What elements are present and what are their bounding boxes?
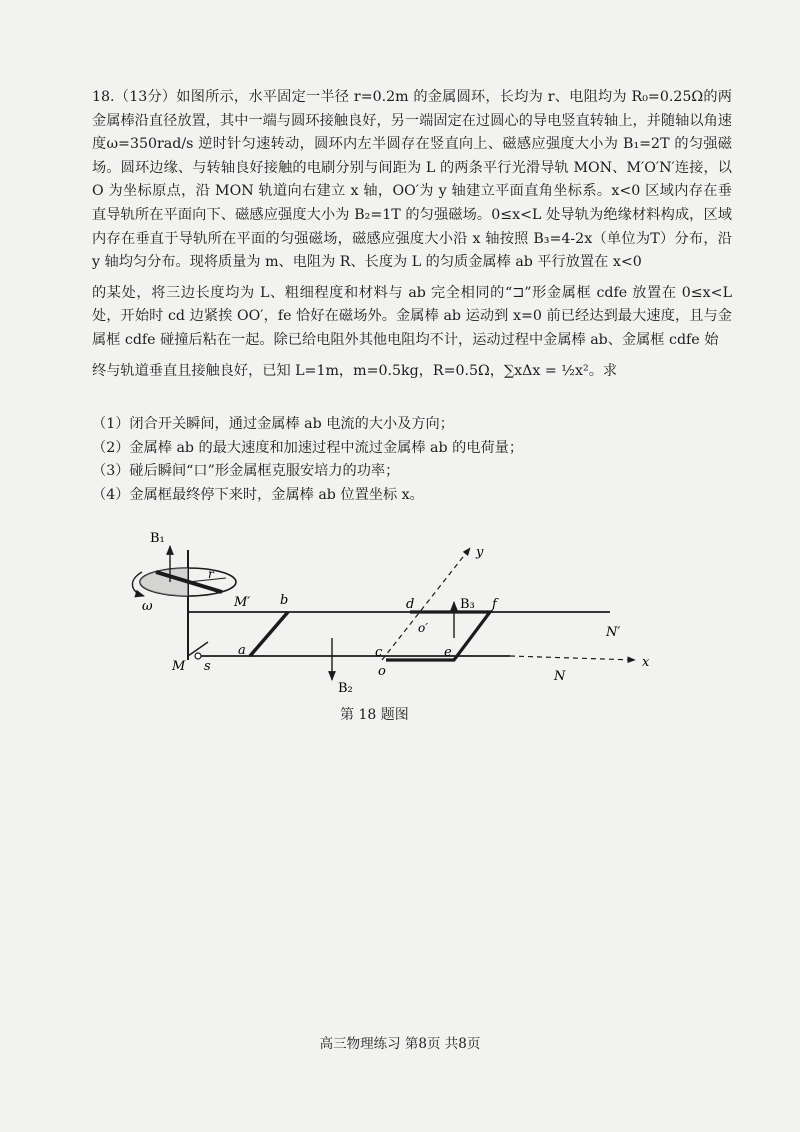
problem-paragraph-3: 终与轨道垂直且接触良好，已知 L=1m，m=0.5kg，R=0.5Ω，∑xΔx = ½x²。求: [92, 362, 618, 379]
label-n: N: [554, 669, 566, 684]
question-3: （3）碰后瞬间“口”形金属框克服安培力的功率；: [92, 463, 400, 479]
label-b3: B₃: [460, 597, 475, 612]
label-b: b: [280, 593, 289, 608]
radius-line: [188, 578, 226, 582]
label-r: r: [208, 567, 214, 581]
label-y: y: [476, 545, 484, 560]
label-c: c: [375, 645, 383, 660]
label-n-prime: N′: [606, 625, 621, 640]
label-a: a: [238, 643, 246, 658]
label-omega: ω: [142, 599, 153, 614]
label-m: M: [172, 659, 186, 674]
problem-paragraph-1: 18.（13分）如图所示，水平固定一半径 r=0.2m 的金属圆环，长均为 r、电阻均为 R₀=0.25Ω的两金属棒沿直径放置，其中一端与圆环接触良好，另一端固定在过圆心的导电竖直转轴上，并随轴以角速度ω=350rad/s 逆时针匀速转动，圆环内左半圆存在竖直向上、磁感应强度大小为 B₁=2T 的匀强磁场。圆环边缘、与转轴良好接触的电刷分别与间距为 L 的两条平行光滑导轨 MON、M′O′N′连接，以 O 为坐标原点，沿 MON 轨道向右建立 x 轴，OO′为 y 轴建立平面直角坐标系。x<0 区域内存在垂直导轨所在平面向下、磁感应强度大小为 B₂=1T 的匀强磁场。0≤x<L 处导轨为绝缘材料构成，区域内存在垂直于导轨所在平面的匀强磁场，磁感应强度大小沿 x 轴按照 B₃=4-2x（单位为T）分布，沿 y 轴均匀分布。现将质量为 m、电阻为 R、长度为 L 的匀质金属棒 ab 平行放置在 x<0: [92, 89, 732, 271]
label-x: x: [642, 655, 650, 670]
label-d: d: [406, 597, 415, 612]
problem-text: [92, 86, 732, 390]
y-axis: [382, 548, 470, 660]
ring-left-half: [140, 568, 188, 596]
figure-caption: 第 18 题图: [340, 707, 409, 723]
label-f: f: [492, 597, 497, 612]
metal-rod-ab: [250, 612, 288, 656]
label-m-prime: M′: [234, 595, 251, 610]
switch-contact: [195, 653, 201, 659]
question-list: [92, 413, 732, 507]
x-axis: [510, 656, 635, 660]
question-1: （1）闭合开关瞬间，通过金属棒 ab 电流的大小及方向；: [92, 416, 454, 432]
page-footer: 高三物理练习 第8页 共8页: [319, 1036, 481, 1052]
problem-paragraph-2: 的某处，将三边长度均为 L、粗细程度和材料与 ab 完全相同的“⊐”形金属框 cdfe 放置在 0≤x<L 处，开始时 cd 边紧挨 OO′，fe 恰好在磁场外。金属棒 ab 运动到 x=0 前已经达到最大速度，且与金属框 cdfe 碰撞后粘在一起。除已给电阻外其他电阻均不计，运动过程中金属棒 ab、金属框 cdfe 始: [92, 284, 732, 348]
label-o-prime: o′: [418, 621, 428, 635]
physics-figure: [110, 520, 670, 715]
question-2: （2）金属棒 ab 的最大速度和加速过程中流过金属棒 ab 的电荷量；: [92, 439, 524, 456]
label-s: s: [204, 659, 211, 674]
label-b1: B₁: [150, 531, 165, 546]
label-o: o: [378, 664, 386, 679]
label-e: e: [444, 645, 452, 660]
question-4: （4）金属框最终停下来时，金属棒 ab 位置坐标 x。: [92, 486, 424, 503]
label-b2: B₂: [338, 681, 353, 696]
